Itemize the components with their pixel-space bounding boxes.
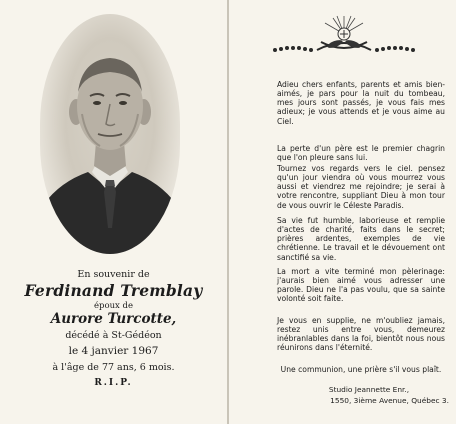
paragraph-3: Tournez vos regards vers le ciel. pensez qu'un jour viendra où vous mourrez vous aussi et viendrez me rejoindre; je serai à votre rencontre, suppliant Dieu à mon tour de vous ouvrir le Céleste Paradis.: [277, 163, 445, 210]
death-date: le 4 janvier 1967: [68, 345, 159, 357]
studio-name: Studio Jeannette Enr.,: [328, 385, 410, 394]
souvenir-text: En souvenir de: [77, 269, 150, 280]
paragraph-4: Sa vie fut humble, laborieuse et remplie d'actes de charité, faits dans le secret; prières ardentes, exemples de vie chrétienne. Le travail et le dévouement ont sanctifié sa vie.: [277, 215, 445, 262]
age-text: à l'âge de 77 ans, 6 mois.: [52, 362, 175, 373]
paragraph-7: Une communion, une prière s'il vous plaît.: [280, 364, 442, 374]
rip-text: R.I.P.: [94, 378, 133, 388]
death-place: décédé à St-Gédéon: [65, 330, 162, 341]
left-panel: [0, 0, 227, 424]
paragraph-6: Je vous en supplie, ne m'oubliez jamais, restez unis entre vous, demeurez inébranlables dans la foi, bientôt nous nous réunirons dans l'éternité.: [277, 315, 445, 353]
paragraph-2: La perte d'un père est le premier chagrin que l'on pleure sans lui.: [277, 143, 445, 162]
deceased-name: Ferdinand Tremblay: [24, 281, 203, 300]
epoux-text: époux de: [93, 301, 134, 311]
emblem-icon: [269, 12, 419, 58]
right-panel: [229, 0, 456, 424]
portrait-photo: [40, 14, 180, 254]
spouse-name: Aurore Turcotte,: [50, 311, 177, 327]
paragraph-5: La mort a vite terminé mon pèlerinage: j'aurais bien aimé vous adresser une parole. Dieu ne l'a pas voulu, que sa sainte volonté soit faite.: [277, 266, 445, 304]
studio-address: 1550, 3ième Avenue, Québec 3.: [330, 396, 449, 405]
paragraph-1: Adieu chers enfants, parents et amis bien-aimés, je pars pour la nuit du tombeau, mes jours sont passés, je vous fais mes adieux; je vous attends et je vous aime au Ciel.: [277, 79, 445, 126]
